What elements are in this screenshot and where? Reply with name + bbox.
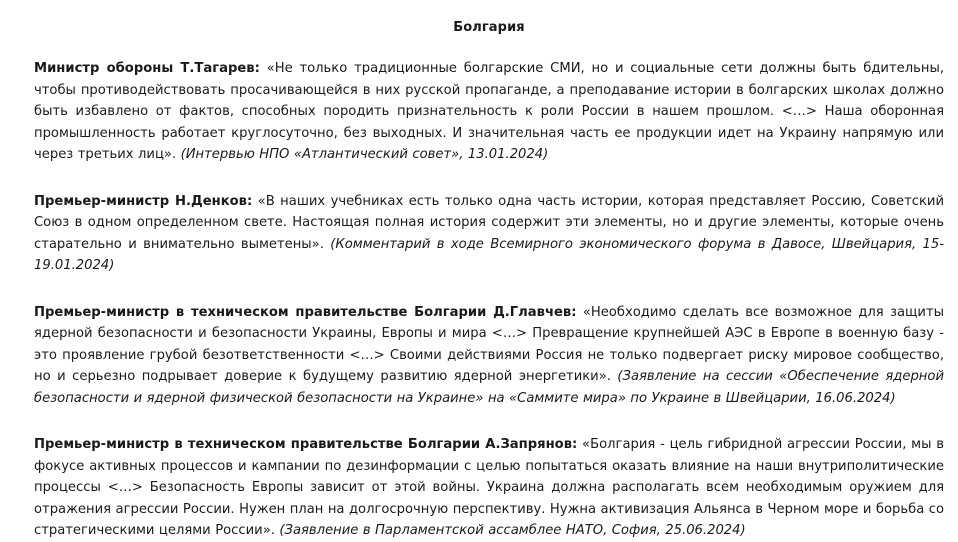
quote-entry-tagarev xyxy=(34,58,944,166)
quote-text: «Не только традиционные болгарские СМИ, но и социальные сети должны быть бдительны, чтобы противодействовать просачивающейся в них русской пропаганде, а преподавание истории в болгарских школах должно быть избавлено от фактов, способных породить признательность к роли России в нашем прошлом. <…> Наша оборонная промышленность работает круглосуточно, без выходных. И значительная часть ее продукции идет на Украину напрямую или через третьих лиц». xyxy=(34,61,945,162)
speaker-name: Министр обороны Т.Тагарев: xyxy=(34,61,260,76)
quote-entry-glavchev xyxy=(34,302,944,410)
quote-text: «Необходимо сделать все возможное для защиты ядерной безопасности и безопасности Украины, Европы и мира <…> Превращение крупнейшей АЭС в Европе в военную базу - это проявление грубой безответственности <…> Своими действиями Россия не только подвергает риску мировое сообщество, но и серьезно подрывает доверие к будущему развитию ядерной энергетики». xyxy=(34,304,944,384)
quote-source: (Заявление на сессии «Обеспечение ядерной безопасности и ядерной физической безопасности на Украине» на «Саммите мира» по Украине в Швейцарии, 16.06.2024) xyxy=(34,369,944,406)
page-title: Болгария xyxy=(453,20,525,35)
quote-entry-zapryanov xyxy=(34,434,944,542)
quote-entry-denkov xyxy=(34,191,944,277)
speaker-name: Премьер-министр в техническом правительстве Болгарии А.Запрянов: xyxy=(34,437,578,452)
quote-source: (Заявление в Парламентской ассамблее НАТО, София, 25.06.2024) xyxy=(279,523,746,538)
quote-source: (Комментарий в ходе Всемирного экономического форума в Давосе, Швейцария, 15-19.01.2024) xyxy=(34,236,944,273)
speaker-name: Премьер-министр в техническом правительстве Болгарии Д.Главчев: xyxy=(34,304,577,320)
speaker-name: Премьер-министр Н.Денков: xyxy=(34,193,253,209)
quote-text: «Болгария - цель гибридной агрессии России, мы в фокусе активных процессов и кампании по дезинформации с целью попытаться оказать влияние на наши внутриполитические процессы <…> Безопасность Европы зависит от этой войны. Украина должна располагать всем необходимым оружием для отражения агрессии России. Нужен план на долгосрочную перспективу. Нужна активизация Альянса в Черном море и борьба со стратегическими целями России». xyxy=(34,437,944,538)
quote-text: «В наших учебниках есть только одна часть истории, которая представляет Россию, Советский Союз в одном определенном свете. Настоящая полная история содержит эти элементы, но и другие элементы, которые очень старательно и внимательно выметены». xyxy=(34,193,944,252)
quote-source: (Интервью НПО «Атлантический совет», 13.01.2024) xyxy=(180,147,549,162)
